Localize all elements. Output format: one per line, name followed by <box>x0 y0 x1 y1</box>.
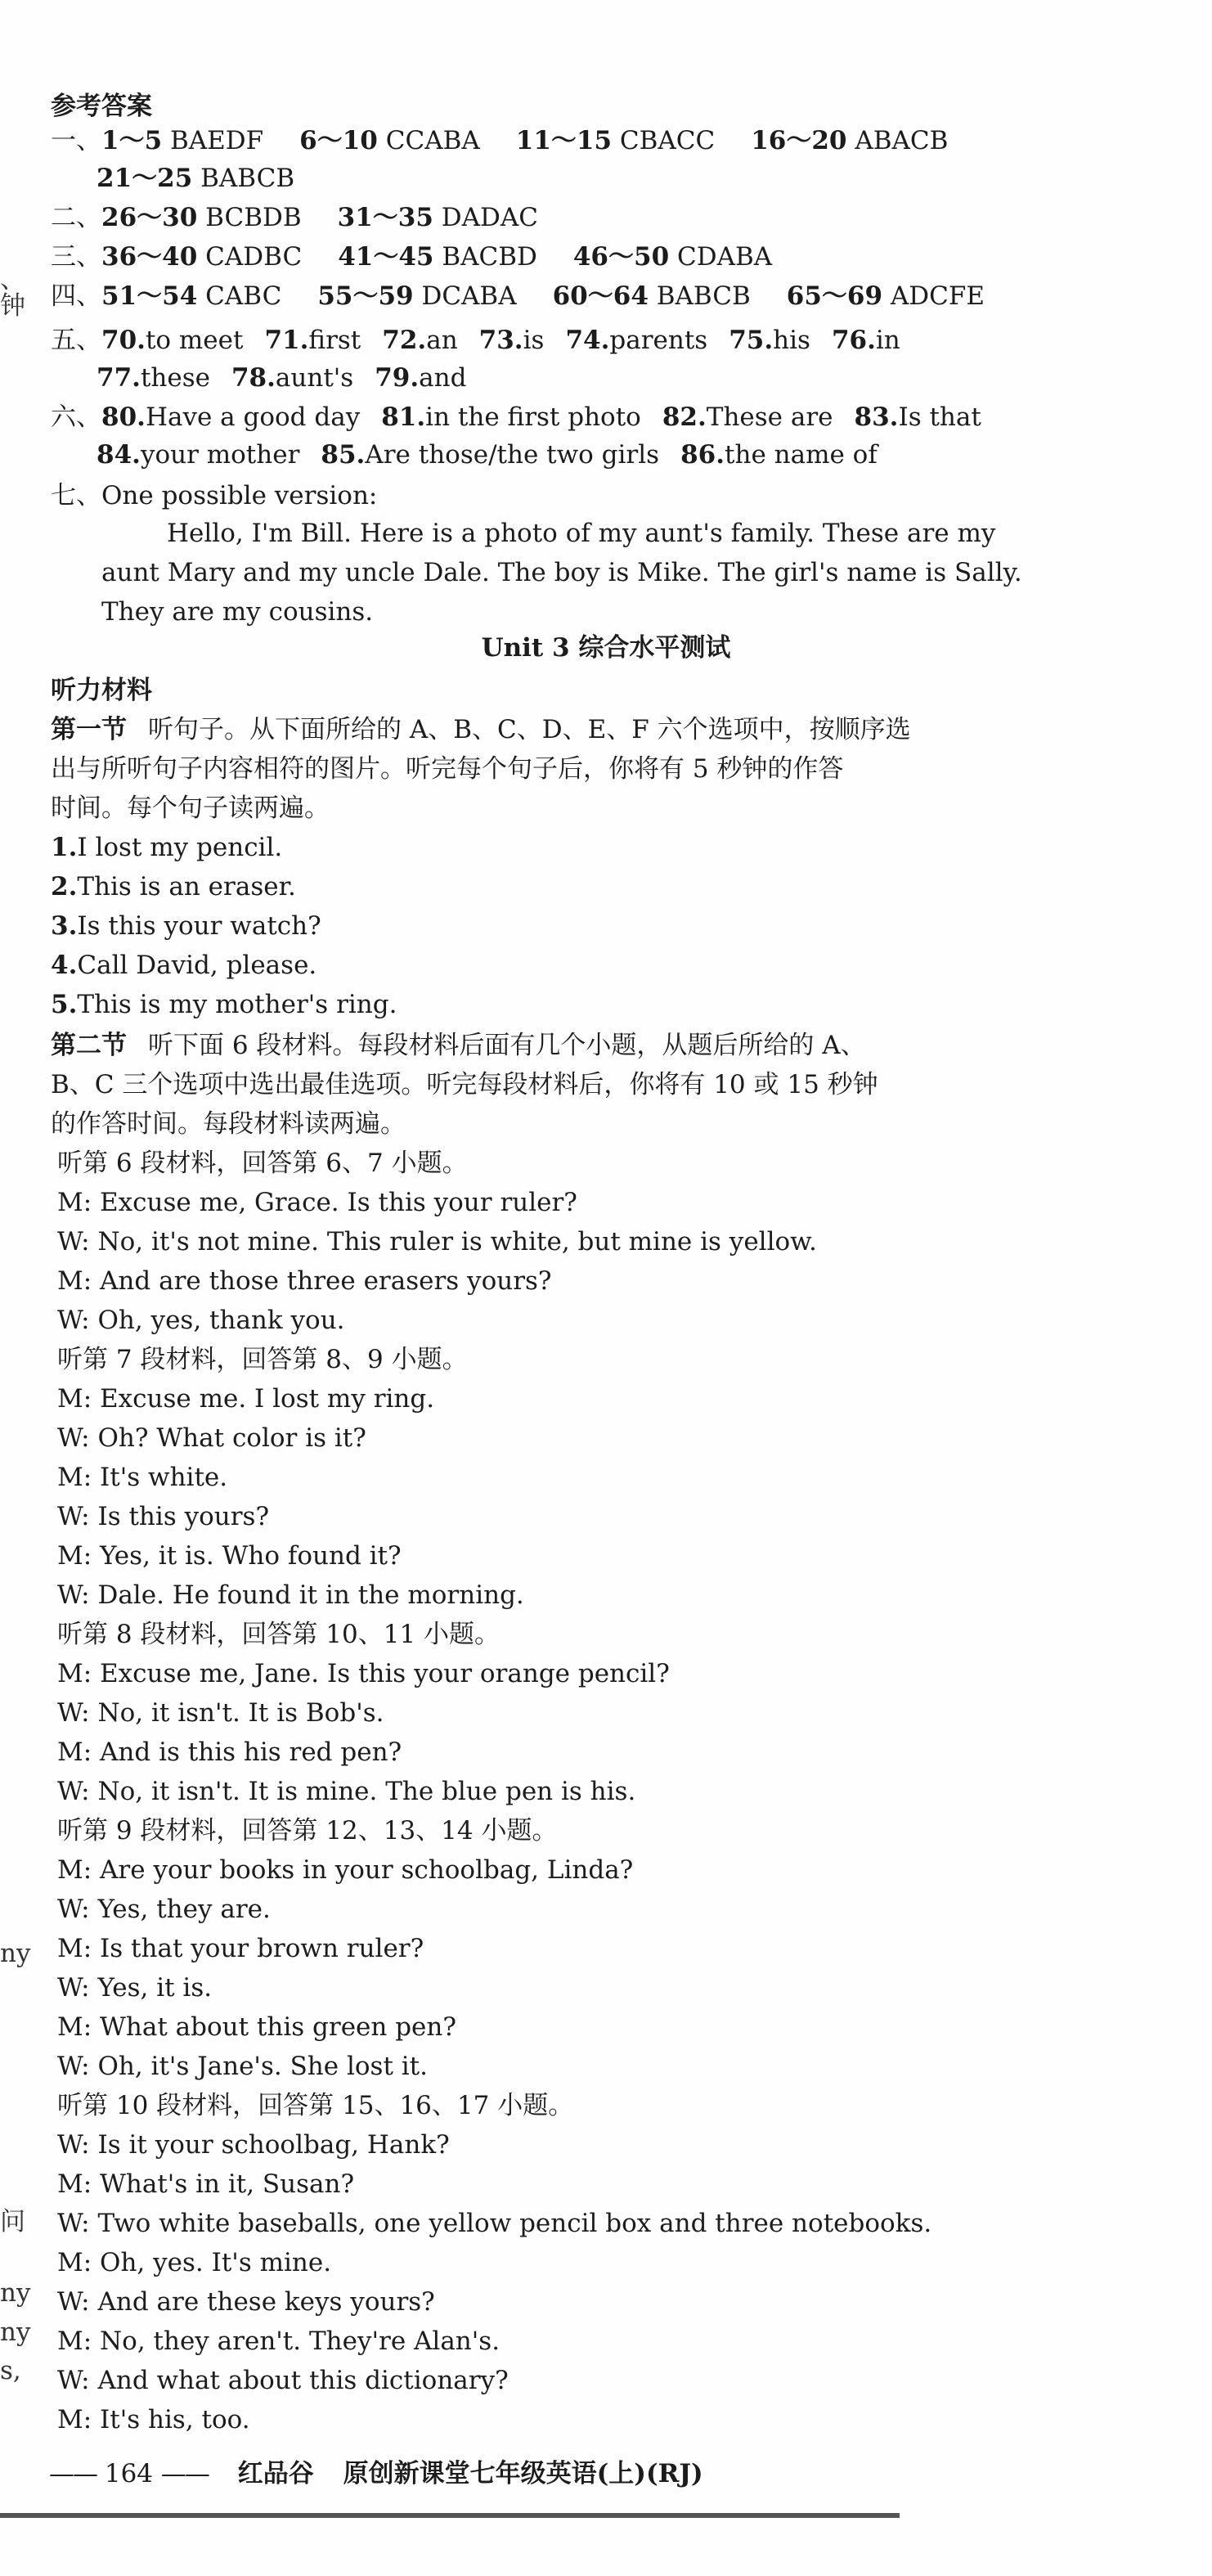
dialogue-line: M: Excuse me, Jane. Is this your orange pencil? <box>57 1659 670 1688</box>
brand-name: 红品谷 <box>237 2459 314 2488</box>
answer-row-1b <box>97 162 294 195</box>
dialogue-line: M: Are your books in your schoolbag, Linda? <box>57 1855 634 1885</box>
answer-num: 74. <box>565 326 610 355</box>
sentence-text: I lost my pencil. <box>77 833 283 862</box>
section-prefix: 一、 <box>51 126 101 155</box>
passage-instruction: 听第 10 段材料，回答第 15、16、17 小题。 <box>57 2091 574 2120</box>
answer-value: first <box>308 326 361 355</box>
dialogue-line: M: What about this green pen? <box>57 2012 456 2042</box>
answer-value: these <box>140 363 210 393</box>
answer-range: 21～25 <box>97 164 193 193</box>
dialogue-line: W: No, it isn't. It is mine. The blue pen is his. <box>57 1777 636 1806</box>
answer-value: CABC <box>205 281 282 311</box>
answer-num: 82. <box>662 402 707 432</box>
section-2-text: 的作答时间。每段材料读两遍。 <box>51 1109 406 1139</box>
unit-title: Unit 3 综合水平测试 <box>481 633 731 663</box>
edge-fragment: 问 <box>0 2207 25 2237</box>
answer-value: ABACB <box>855 126 949 155</box>
dialogue-line: M: And are those three erasers yours? <box>57 1266 552 1296</box>
answer-value: and <box>419 363 467 393</box>
answer-value: CBACC <box>619 126 716 155</box>
dialogue-line: W: And are these keys yours? <box>57 2287 435 2317</box>
section-text: 听下面 6 段材料。每段材料后面有几个小题，从题后所给的 A、 <box>148 1031 866 1060</box>
answer-value: BCBDB <box>205 203 302 232</box>
sentence-text: Is this your watch? <box>77 911 321 941</box>
dialogue-line: W: Oh, it's Jane's. She lost it. <box>57 2052 428 2081</box>
answer-range: 36～40 <box>101 242 198 272</box>
answer-range: 26～30 <box>101 203 198 232</box>
answer-value: to meet <box>145 326 244 355</box>
answer-value: Are those/the two girls <box>365 440 660 470</box>
dialogue-line: M: Excuse me. I lost my ring. <box>57 1384 435 1414</box>
edge-fragment: s, <box>0 2356 21 2385</box>
answer-range: 46～50 <box>572 242 670 272</box>
dialogue-line: M: Is that your brown ruler? <box>57 1934 424 1963</box>
answer-value: an <box>426 326 458 355</box>
passage-instruction: 听第 7 段材料，回答第 8、9 小题。 <box>57 1345 468 1374</box>
answer-num: 76. <box>831 326 876 355</box>
answer-row-1 <box>51 124 948 157</box>
answer-num: 84. <box>97 440 141 470</box>
edge-fragment: ny <box>0 1939 31 1968</box>
answer-row-6 <box>51 401 981 434</box>
answer-value: aunt's <box>275 363 354 393</box>
section-prefix: 三、 <box>51 242 101 272</box>
answer-range: 60～64 <box>552 281 649 311</box>
answer-value: These are <box>706 402 833 432</box>
sentence-num: 3. <box>51 911 78 941</box>
sentence <box>51 949 316 982</box>
edge-fragment: ny <box>0 2278 31 2308</box>
dialogue-line: W: No, it isn't. It is Bob's. <box>57 1698 384 1728</box>
essay-line: They are my cousins. <box>101 597 374 627</box>
edge-fragment: 、 <box>0 265 25 294</box>
answer-num: 75. <box>729 326 774 355</box>
section-2-intro <box>51 1029 866 1062</box>
book-title: 原创新课堂七年级英语(上) <box>343 2459 646 2488</box>
section-prefix: 五、 <box>51 326 101 355</box>
answer-range: 41～45 <box>338 242 434 272</box>
edge-fragment: 钟 <box>0 291 25 321</box>
answer-range: 1～5 <box>101 126 163 155</box>
dialogue-line: W: And what about this dictionary? <box>57 2366 509 2395</box>
footer-rule <box>0 2513 900 2518</box>
sentence-text: Call David, please. <box>77 951 317 980</box>
answer-range: 51～54 <box>101 281 198 311</box>
answer-range: 55～59 <box>317 281 414 311</box>
answer-num: 77. <box>97 363 141 393</box>
dialogue-line: M: Excuse me, Grace. Is this your ruler? <box>57 1188 577 1217</box>
dialogue-line: W: Yes, they are. <box>57 1895 271 1924</box>
sentence <box>51 870 296 903</box>
version-label: One possible version: <box>101 481 378 510</box>
passage-instruction: 听第 9 段材料，回答第 12、13、14 小题。 <box>57 1816 558 1845</box>
answer-value: your mother <box>140 440 300 470</box>
sentence-num: 1. <box>51 833 78 862</box>
section-label: 第一节 <box>51 715 127 744</box>
listening-heading: 听力材料 <box>51 676 152 705</box>
answer-num: 70. <box>101 326 146 355</box>
dialogue-line: W: Oh, yes, thank you. <box>57 1306 345 1335</box>
dialogue-line: M: What's in it, Susan? <box>57 2169 355 2199</box>
answer-value: DCABA <box>421 281 517 311</box>
answer-num: 78. <box>231 363 276 393</box>
answer-value: CADBC <box>205 242 303 272</box>
section-prefix: 七、 <box>51 481 101 510</box>
answer-row-6b <box>97 438 878 471</box>
section-prefix: 六、 <box>51 402 101 432</box>
answer-value: in the first photo <box>425 402 641 432</box>
answer-num: 72. <box>382 326 427 355</box>
answer-row-5b <box>97 362 466 394</box>
edge-fragment: ny <box>0 2318 31 2347</box>
answer-value: ADCFE <box>890 281 985 311</box>
dialogue-line: M: Oh, yes. It's mine. <box>57 2248 332 2277</box>
essay-line: Hello, I'm Bill. Here is a photo of my aunt's family. These are my <box>167 519 996 548</box>
dialogue-line: M: It's white. <box>57 1463 228 1492</box>
section-1-text: 出与所听句子内容相符的图片。听完每个句子后，你将有 5 秒钟的作答 <box>51 754 844 784</box>
sentence <box>51 910 321 942</box>
answer-value: in <box>875 326 900 355</box>
dialogue-line: W: No, it's not mine. This ruler is white, but mine is yellow. <box>57 1227 817 1257</box>
dialogue-line: M: And is this his red pen? <box>57 1738 402 1767</box>
answer-value: BAEDF <box>170 126 264 155</box>
answer-value: CCABA <box>385 126 480 155</box>
edition-tag: (RJ) <box>645 2459 703 2488</box>
page-number: 164 <box>104 2459 154 2488</box>
answer-range: 11～15 <box>515 126 613 155</box>
answer-num: 79. <box>375 363 420 393</box>
answer-value: DADAC <box>441 203 538 232</box>
dialogue-line: W: Is it your schoolbag, Hank? <box>57 2130 450 2160</box>
answer-range: 65～69 <box>786 281 883 311</box>
answer-num: 73. <box>478 326 523 355</box>
answer-row-4 <box>51 280 985 312</box>
answer-value: his <box>773 326 810 355</box>
answer-value: BABCB <box>200 164 295 193</box>
answer-row-3 <box>51 241 772 273</box>
answer-num: 71. <box>264 326 309 355</box>
answer-value: is <box>523 326 545 355</box>
answer-value: BABCB <box>656 281 751 311</box>
dialogue-line: W: Is this yours? <box>57 1502 270 1531</box>
passage-instruction: 听第 6 段材料，回答第 6、7 小题。 <box>57 1149 468 1178</box>
section-1-intro <box>51 713 911 746</box>
passage-instruction: 听第 8 段材料，回答第 10、11 小题。 <box>57 1620 501 1649</box>
section-text: 听句子。从下面所给的 A、B、C、D、E、F 六个选项中，按顺序选 <box>148 715 911 744</box>
answer-num: 83. <box>854 402 899 432</box>
answer-value: BACBD <box>442 242 537 272</box>
answer-value: Is that <box>898 402 981 432</box>
dialogue-line: W: Yes, it is. <box>57 1973 213 2003</box>
answer-row-7 <box>51 479 377 512</box>
section-prefix: 二、 <box>51 203 101 232</box>
sentence-text: This is my mother's ring. <box>77 990 397 1019</box>
dialogue-line: W: Oh? What color is it? <box>57 1423 366 1453</box>
answer-range: 31～35 <box>337 203 433 232</box>
dialogue-line: M: Yes, it is. Who found it? <box>57 1541 402 1571</box>
section-2-text: B、C 三个选项中选出最佳选项。听完每段材料后，你将有 10 或 15 秒钟 <box>51 1070 878 1099</box>
sentence-num: 4. <box>51 951 78 980</box>
page-footer: —— 164 —— 红品谷 原创新课堂七年级英语(上)(RJ) <box>49 2459 703 2488</box>
answer-row-5 <box>51 324 900 357</box>
dialogue-line: M: No, they aren't. They're Alan's. <box>57 2326 501 2356</box>
sentence <box>51 831 282 864</box>
sentence-num: 5. <box>51 990 78 1019</box>
section-prefix: 四、 <box>51 281 101 311</box>
dialogue-line: W: Two white baseballs, one yellow pencil box and three notebooks. <box>57 2209 932 2238</box>
answer-range: 16～20 <box>751 126 847 155</box>
section-1-text: 时间。每个句子读两遍。 <box>51 793 330 823</box>
sentence <box>51 988 397 1021</box>
answer-num: 86. <box>680 440 725 470</box>
section-label: 第二节 <box>51 1031 127 1060</box>
sentence-num: 2. <box>51 872 78 901</box>
dialogue-line: W: Dale. He found it in the morning. <box>57 1580 524 1610</box>
sentence-text: This is an eraser. <box>77 872 296 901</box>
dialogue-line: M: It's his, too. <box>57 2405 250 2434</box>
essay-line: aunt Mary and my uncle Dale. The boy is Mike. The girl's name is Sally. <box>101 558 1022 587</box>
answer-range: 6～10 <box>299 126 378 155</box>
answer-value: Have a good day <box>145 402 361 432</box>
answer-value: the name of <box>725 440 878 470</box>
answer-num: 80. <box>101 402 146 432</box>
answer-row-2 <box>51 201 538 234</box>
answer-num: 85. <box>321 440 366 470</box>
answers-heading: 参考答案 <box>51 92 152 121</box>
answer-value: CDABA <box>677 242 773 272</box>
answer-num: 81. <box>381 402 426 432</box>
answer-value: parents <box>609 326 708 355</box>
